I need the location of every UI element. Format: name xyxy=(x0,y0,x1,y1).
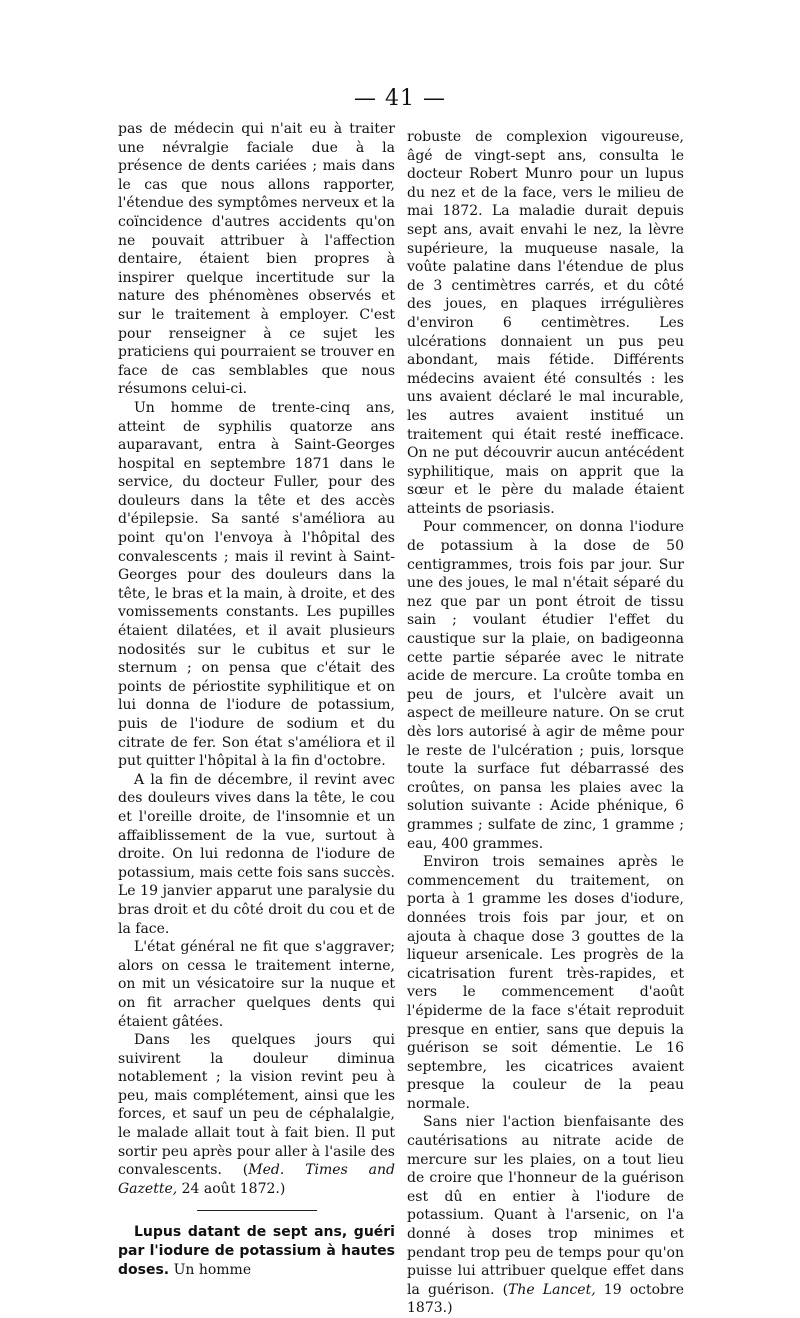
paragraph: robuste de complexion vigoureuse, âgé de vingt-sept ans, consulta le docteur Robert Munro pour un lupus du nez et de la face, vers le milieu de mai 1872. La maladie durait depuis sept ans, avait envahi le nez, la lèvre supérieure, la muqueuse nasale, la voûte palatine dans l'étendue de plus de 3 centimètres carrés, et du côté des joues, en plaques irrégulières d'environ 6 centimètres. Les ulcérations donnaient un pus peu abondant, mais fétide. Différents médecins avaient été consultés : les uns avaient déclaré le mal incurable, les autres avaient institué un traitement qui était resté inefficace. On ne put découvrir aucun antécédent syphilitique, mais on apprit que la sœur et le père du malade étaient atteints de psoriasis. xyxy=(407,129,684,517)
paragraph: A la fin de décembre, il revint avec des douleurs vives dans la tête, le cou et l'oreille droite, de l'insomnie et un affaiblissement de la vue, surtout à droite. On lui redonna de l'iodure de potassium, mais cette fois sans succès. Le 19 janvier apparut une paralysie du bras droit et du côté droit du cou et de la face. xyxy=(118,771,395,937)
section-heading xyxy=(118,1223,395,1279)
paragraph: Pour commencer, on donna l'iodure de potassium à la dose de 50 centigrammes, trois fois par jour. Sur une des joues, le mal n'était séparé du nez que par un pont étroit de tissu sain ; voulant étudier l'effet du caustique sur la plaie, on badigeonna cette partie séparée avec le nitrate acide de mercure. La croûte tomba en peu de jours, et l'ulcère avait un aspect de meilleure nature. On se crut dès lors autorisé à agir de même pour le reste de l'ulcération ; puis, lorsque toute la surface fut débarrassé des croûtes, on pansa les plaies avec la solution suivante : Acide phénique, 6 grammes ; sulfate de zinc, 1 gramme ; eau, 400 grammes. xyxy=(407,519,684,852)
section-lead-text: Un homme xyxy=(169,1261,252,1278)
page-number: — 41 — xyxy=(354,86,446,111)
right-column xyxy=(407,128,684,1318)
section-divider xyxy=(197,1210,317,1211)
citation-date: 24 août 1872.) xyxy=(177,1180,286,1197)
section-title: Lupus datant de sept ans, guéri par l'iodure de potassium à hautes doses. xyxy=(118,1224,395,1278)
paragraph: Un homme de trente-cinq ans, atteint de syphilis quatorze ans auparavant, entra à Saint-Georges hospital en septembre 1871 dans le service, du docteur Fuller, pour des douleurs dans la tête et des accès d'épilepsie. Sa santé s'améliora au point qu'on l'envoya à l'hôpital des convalescents ; mais il revint à Saint-Georges pour des douleurs dans la tête, le bras et la main, à droite, et des vomissements constants. Les pupilles étaient dilatées, et il avait plusieurs nodosités sur le cubitus et sur le sternum ; on pensa que c'était des points de périostite syphilitique et on lui donna de l'iodure de potassium, puis de l'iodure de sodium et du citrate de fer. Son état s'améliora et il put quitter l'hôpital à la fin d'octobre. xyxy=(118,399,395,770)
paragraph-text: Dans les quelques jours qui suivirent la douleur diminua notablement ; la vision revint peu à peu, mais complétement, ainsi que les forces, et sauf un peu de céphalalgie, le malade allait tout à fait bien. Il put sortir peu après pour aller à l'asile des convalescents. ( xyxy=(118,1032,395,1179)
citation-date: 19 octobre 1873.) xyxy=(407,1281,684,1317)
paragraph-text: Sans nier l'action bienfaisante des cautérisations au nitrate acide de mercure sur les plaies, on a tout lieu de croire que l'honneur de la guérison est dû en entier à l'iodure de potassium. Quant à l'arsenic, on l'a donné à doses trop minimes et pendant trop peu de temps pour qu'on puisse lui attribuer quelque effet dans la guérison. ( xyxy=(407,1114,684,1298)
paragraph: L'état général ne fit que s'aggraver; alors on cessa le traitement interne, on mit un vésicatoire sur la nuque et on fit arracher quelques dents qui étaient gâtées. xyxy=(118,939,395,1030)
source-citation: Med. Times and Gazette, xyxy=(118,1162,395,1197)
paragraph: pas de médecin qui n'ait eu à traiter une névralgie faciale due à la présence de dents cariées ; mais dans le cas que nous allons rapporter, l'étendue des symptômes nerveux et la coïncidence d'autres accidents qu'on ne pouvait attribuer à l'affection dentaire, étaient bien propres à inspirer quelque incertitude sur la nature des phénomènes observés et sur le traitement à employer. C'est pour renseigner à ce sujet les praticiens qui pourraient se trouver en face de cas semblables que nous résumons celui-ci. xyxy=(118,121,395,398)
source-citation: The Lancet, xyxy=(508,1281,596,1298)
left-column xyxy=(118,120,395,1279)
paragraph: Environ trois semaines après le commencement du traitement, on porta à 1 gramme les doses d'iodure, données trois fois par jour, et on ajouta à chaque dose 3 gouttes de la liqueur arsenicale. Les progrès de la cicatrisation furent très-rapides, et vers le commencement d'août l'épiderme de la face s'était reproduit presque en entier, sans que depuis la guérison se soit démentie. Le 16 septembre, les cicatrices avaient presque la couleur de la peau normale. xyxy=(407,854,684,1112)
paragraph xyxy=(118,1031,395,1198)
paragraph xyxy=(407,1113,684,1318)
